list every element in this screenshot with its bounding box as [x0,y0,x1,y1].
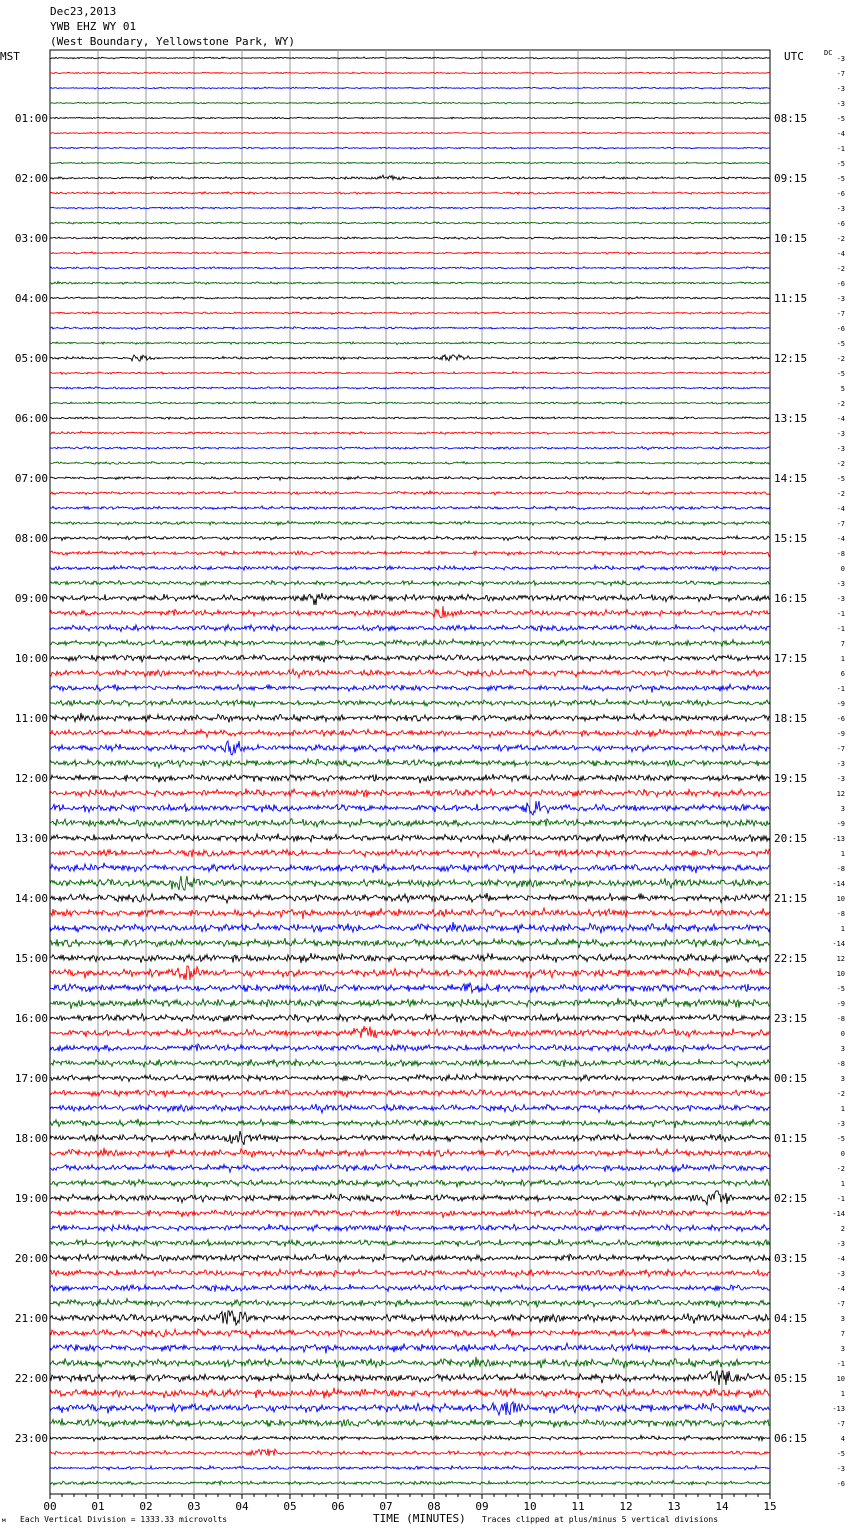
x-tick-label: 03 [187,1500,201,1513]
trace-35 [50,580,770,585]
dc-offset-label: -14 [832,880,845,888]
trace-68 [50,1074,770,1083]
x-tick-label: 15 [763,1500,777,1513]
dc-offset-label: -9 [836,730,845,738]
trace-1 [50,72,770,74]
dc-offset-label: -13 [832,1405,845,1413]
dc-offset-label: 1 [840,1390,845,1398]
trace-61 [50,966,770,980]
dc-offset-label: -14 [832,940,845,948]
chart-date: Dec23,2013 [50,5,117,18]
dc-offset-label: -3 [836,775,845,783]
left-hour-label: 08:00 [14,532,48,545]
trace-46 [50,741,770,755]
trace-92 [50,1435,770,1441]
dc-offset-label: -9 [836,700,845,708]
trace-9 [50,192,770,195]
dc-offset-label: -5 [836,160,845,168]
trace-18 [50,327,770,330]
x-tick-label: 02 [139,1500,153,1513]
dc-offset-label: 3 [840,1075,845,1083]
trace-65 [50,1026,770,1038]
plot-frame [50,50,770,1494]
trace-33 [50,551,770,556]
dc-offset-label: 2 [840,1225,845,1233]
dc-offset-label: -2 [836,1165,845,1173]
trace-86 [50,1343,770,1353]
trace-93 [50,1449,770,1456]
trace-72 [50,1131,770,1145]
trace-8 [50,175,770,180]
right-hour-label: 02:15 [774,1192,808,1205]
dc-offset-label: 1 [840,655,845,663]
left-hour-label: 13:00 [14,832,48,845]
trace-90 [50,1402,770,1415]
x-tick-label: 05 [283,1500,297,1513]
dc-offset-label: -1 [836,625,845,633]
x-tick-label: 08 [427,1500,441,1513]
dc-offset-label: 6 [840,670,845,678]
dc-offset-label: -5 [836,475,845,483]
dc-offset-label: -7 [836,310,845,318]
left-hour-label: 21:00 [14,1312,48,1325]
dc-offset-label: -2 [836,355,845,363]
trace-89 [50,1388,770,1399]
trace-52 [50,834,770,843]
trace-74 [50,1164,770,1172]
trace-43 [50,699,770,707]
dc-offset-label: -1 [836,685,845,693]
trace-21 [50,372,770,375]
left-hour-label: 03:00 [14,232,48,245]
dc-offset-label: -3 [836,1465,845,1473]
dc-offset-label: 10 [836,895,845,903]
trace-66 [50,1044,770,1052]
dc-offset-label: -7 [836,1420,845,1428]
trace-50 [50,801,770,815]
dc-offset-label: 4 [840,1435,845,1443]
dc-offset-label: -2 [836,1090,845,1098]
trace-10 [50,207,770,210]
left-hour-label: 01:00 [14,112,48,125]
left-hour-label: 02:00 [14,172,48,185]
trace-0 [50,57,770,59]
left-hour-label: 06:00 [14,412,48,425]
left-hour-label: 16:00 [14,1012,48,1025]
trace-6 [50,147,770,149]
dc-offset-label: 1 [840,1105,845,1113]
right-hour-label: 03:15 [774,1252,808,1265]
trace-2 [50,87,770,89]
trace-24 [50,417,770,420]
dc-offset-label: -4 [836,415,845,423]
trace-58 [50,922,770,934]
dc-offset-label: 5 [840,385,845,393]
x-tick-label: 06 [331,1500,345,1513]
left-hour-label: 18:00 [14,1132,48,1145]
left-hour-label: 15:00 [14,952,48,965]
trace-51 [50,819,770,828]
dc-offset-label: 0 [840,1150,845,1158]
trace-37 [50,606,770,618]
trace-36 [50,593,770,605]
trace-75 [50,1179,770,1187]
left-hour-label: 09:00 [14,592,48,605]
dc-offset-label: -3 [836,1270,845,1278]
dc-offset-label: -6 [836,220,845,228]
right-hour-label: 12:15 [774,352,808,365]
trace-85 [50,1328,770,1337]
dc-offset-label: 3 [840,805,845,813]
right-hour-label: 04:15 [774,1312,808,1325]
dc-offset-label: -4 [836,1255,845,1263]
trace-84 [50,1311,770,1325]
trace-20 [50,355,770,361]
dc-offset-label: -4 [836,505,845,513]
dc-offset-label: 1 [840,850,845,858]
x-tick-label: 11 [571,1500,585,1513]
trace-63 [50,998,770,1009]
trace-48 [50,774,770,783]
dc-offset-label: -3 [836,1240,845,1248]
trace-41 [50,669,770,678]
trace-39 [50,639,770,647]
dc-offset-label: -3 [836,295,845,303]
left-hour-label: 11:00 [14,712,48,725]
dc-offset-label: -9 [836,1000,845,1008]
x-tick-label: 14 [715,1500,729,1513]
left-hour-label: 23:00 [14,1432,48,1445]
x-tick-label: 10 [523,1500,537,1513]
dc-offset-label: -5 [836,370,845,378]
dc-offset-label: -6 [836,190,845,198]
right-hour-label: 21:15 [774,892,808,905]
trace-7 [50,162,770,164]
trace-55 [50,876,770,890]
dc-offset-label: -3 [836,85,845,93]
dc-offset-label: 3 [840,1315,845,1323]
dc-offset-label: 0 [840,565,845,573]
dc-offset-label: -8 [836,1060,845,1068]
right-hour-label: 16:15 [774,592,808,605]
trace-3 [50,102,770,104]
dc-offset-label: -2 [836,490,845,498]
trace-88 [50,1371,770,1385]
dc-offset-label: -2 [836,460,845,468]
dc-offset-label: -8 [836,1015,845,1023]
trace-25 [50,431,770,434]
dc-offset-label: 1 [840,1180,845,1188]
trace-5 [50,132,770,134]
trace-42 [50,684,770,692]
dc-offset-label: -3 [836,55,845,63]
right-hour-label: 08:15 [774,112,808,125]
right-hour-label: 18:15 [774,712,808,725]
dc-offset-label: 3 [840,1345,845,1353]
x-tick-label: 01 [91,1500,105,1513]
trace-34 [50,565,770,570]
trace-32 [50,536,770,541]
right-hour-label: 13:15 [774,412,808,425]
trace-73 [50,1148,770,1158]
dc-offset-label: 10 [836,970,845,978]
trace-47 [50,759,770,768]
dc-offset-label: -7 [836,1300,845,1308]
trace-11 [50,222,770,224]
dc-offset-label: -4 [836,1285,845,1293]
dc-offset-label: 7 [840,1330,845,1338]
dc-offset-label: -5 [836,985,845,993]
right-hour-label: 23:15 [774,1012,808,1025]
dc-offset-label: 10 [836,1375,845,1383]
left-hour-label: 07:00 [14,472,48,485]
dc-offset-label: -1 [836,1195,845,1203]
trace-16 [50,297,770,300]
trace-83 [50,1299,770,1308]
dc-offset-label: -3 [836,760,845,768]
right-hour-label: 09:15 [774,172,808,185]
trace-69 [50,1090,770,1098]
dc-offset-label: -3 [836,1120,845,1128]
trace-79 [50,1239,770,1247]
x-tick-label: 07 [379,1500,393,1513]
left-hour-label: 14:00 [14,892,48,905]
left-hour-label: 22:00 [14,1372,48,1385]
right-hour-label: 22:15 [774,952,808,965]
trace-40 [50,655,770,662]
dc-offset-label: 12 [836,790,845,798]
station-code: YWB EHZ WY 01 [50,20,137,33]
trace-91 [50,1418,770,1427]
x-axis-label: TIME (MINUTES) [373,1512,466,1525]
trace-30 [50,506,770,510]
dc-offset-label: -8 [836,550,845,558]
dc-offset-label: -1 [836,145,845,153]
dc-offset-label: -5 [836,1450,845,1458]
x-tick-label: 00 [43,1500,57,1513]
left-hour-label: 12:00 [14,772,48,785]
trace-78 [50,1224,770,1232]
trace-54 [50,863,770,873]
dc-offset-label: -5 [836,115,845,123]
trace-53 [50,849,770,858]
dc-offset-label: -9 [836,820,845,828]
trace-28 [50,476,770,480]
trace-26 [50,447,770,450]
trace-94 [50,1466,770,1470]
trace-62 [50,983,770,993]
dc-offset-label: -3 [836,100,845,108]
dc-offset-label: -3 [836,445,845,453]
trace-64 [50,1014,770,1023]
trace-19 [50,342,770,345]
left-hour-label: 05:00 [14,352,48,365]
dc-offset-header: DC [824,49,833,57]
corner-mark: м [2,1517,6,1524]
trace-70 [50,1104,770,1113]
dc-offset-label: -3 [836,430,845,438]
left-hour-label: 10:00 [14,652,48,665]
dc-offset-label: -2 [836,265,845,273]
trace-12 [50,237,770,240]
dc-offset-label: -6 [836,280,845,288]
dc-offset-label: -3 [836,205,845,213]
trace-44 [50,713,770,723]
trace-27 [50,462,770,465]
right-hour-label: 00:15 [774,1072,808,1085]
trace-81 [50,1269,770,1277]
trace-29 [50,491,770,495]
trace-67 [50,1059,770,1067]
trace-15 [50,281,770,284]
x-tick-label: 09 [475,1500,489,1513]
dc-offset-label: -7 [836,70,845,78]
dc-offset-label: -7 [836,520,845,528]
trace-14 [50,267,770,270]
right-hour-label: 17:15 [774,652,808,665]
dc-offset-label: -2 [836,400,845,408]
right-hour-label: 10:15 [774,232,808,245]
dc-offset-label: -5 [836,1135,845,1143]
x-tick-label: 04 [235,1500,249,1513]
trace-22 [50,387,770,390]
trace-38 [50,624,770,631]
dc-offset-label: -1 [836,610,845,618]
trace-60 [50,953,770,963]
right-hour-label: 14:15 [774,472,808,485]
dc-offset-label: -4 [836,130,845,138]
clip-note: Traces clipped at plus/minus 5 vertical divisions [482,1515,719,1524]
right-hour-label: 05:15 [774,1372,808,1385]
dc-offset-label: -1 [836,1360,845,1368]
trace-76 [50,1191,770,1205]
trace-87 [50,1357,770,1369]
x-tick-label: 12 [619,1500,633,1513]
dc-offset-label: 7 [840,640,845,648]
scale-note: Each Vertical Division = 1333.33 microvolts [20,1515,228,1524]
right-hour-label: 11:15 [774,292,808,305]
x-tick-label: 13 [667,1500,681,1513]
trace-49 [50,788,770,797]
trace-4 [50,117,770,119]
dc-offset-label: 3 [840,1045,845,1053]
dc-offset-label: -2 [836,235,845,243]
left-timezone-label: MST [0,50,20,63]
dc-offset-label: -6 [836,1480,845,1488]
dc-offset-label: -3 [836,580,845,588]
dc-offset-label: 0 [840,1030,845,1038]
dc-offset-label: -7 [836,745,845,753]
dc-offset-label: 1 [840,925,845,933]
trace-31 [50,521,770,525]
right-hour-label: 19:15 [774,772,808,785]
trace-71 [50,1119,770,1128]
station-location: (West Boundary, Yellowstone Park, WY) [50,35,296,48]
trace-17 [50,312,770,315]
dc-offset-label: -6 [836,715,845,723]
dc-offset-label: -14 [832,1210,845,1218]
trace-77 [50,1209,770,1218]
dc-offset-label: -8 [836,910,845,918]
dc-offset-label: -13 [832,835,845,843]
trace-45 [50,729,770,737]
left-hour-label: 17:00 [14,1072,48,1085]
right-hour-label: 06:15 [774,1432,808,1445]
right-hour-label: 01:15 [774,1132,808,1145]
trace-23 [50,402,770,405]
dc-offset-label: -8 [836,865,845,873]
dc-offset-label: -5 [836,340,845,348]
dc-offset-label: -4 [836,535,845,543]
trace-59 [50,938,770,948]
trace-57 [50,908,770,919]
dc-offset-label: -4 [836,250,845,258]
dc-offset-label: -3 [836,595,845,603]
left-hour-label: 19:00 [14,1192,48,1205]
trace-95 [50,1481,770,1485]
trace-56 [50,893,770,903]
dc-offset-label: -6 [836,325,845,333]
dc-offset-label: -5 [836,175,845,183]
left-hour-label: 20:00 [14,1252,48,1265]
right-hour-label: 20:15 [774,832,808,845]
trace-82 [50,1284,770,1292]
trace-13 [50,252,770,255]
dc-offset-label: 12 [836,955,845,963]
right-hour-label: 15:15 [774,532,808,545]
trace-80 [50,1254,770,1262]
left-hour-label: 04:00 [14,292,48,305]
right-timezone-label: UTC [784,50,804,63]
